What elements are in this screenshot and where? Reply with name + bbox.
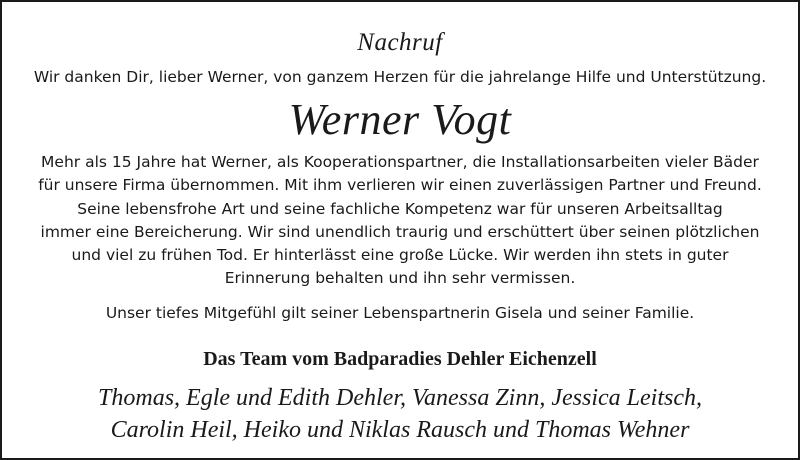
tribute-line: immer eine Bereicherung. Wir sind unendlich traurig und erschüttert über seinen plötzlichen <box>40 222 760 241</box>
sympathy-line: Unser tiefes Mitgefühl gilt seiner Lebenspartnerin Gisela und seiner Familie. <box>105 304 695 322</box>
notice-heading: Nachruf <box>357 29 443 56</box>
team-signature: Das Team vom Badparadies Dehler Eichenzell <box>203 348 597 370</box>
tribute-text <box>22 151 778 291</box>
tribute-line: und viel zu frühen Tod. Er hinterlässt eine große Lücke. Wir werden ihn stets in guter <box>71 246 729 265</box>
signatories-line: Thomas, Egle und Edith Dehler, Vanessa Zinn, Jessica Leitsch, <box>98 385 702 411</box>
tribute-line: Mehr als 15 Jahre hat Werner, als Kooperationspartner, die Installationsarbeiten vieler Bäder <box>41 153 759 171</box>
signatories-line: Carolin Heil, Heiko und Niklas Rausch und Thomas Wehner <box>110 417 690 443</box>
deceased-name: Werner Vogt <box>288 95 512 144</box>
tribute-line: Erinnerung behalten und ihn sehr vermissen. <box>224 269 576 288</box>
tribute-line: Seine lebensfrohe Art und seine fachliche Kompetenz war für unseren Arbeitsalltag <box>77 199 723 218</box>
tribute-line: für unsere Firma übernommen. Mit ihm verlieren wir einen zuverlässigen Partner und Freund. <box>38 176 762 195</box>
signatories <box>22 382 778 446</box>
thanks-line: Wir danken Dir, lieber Werner, von ganzem Herzen für die jahrelange Hilfe und Unterstützung. <box>33 68 767 86</box>
